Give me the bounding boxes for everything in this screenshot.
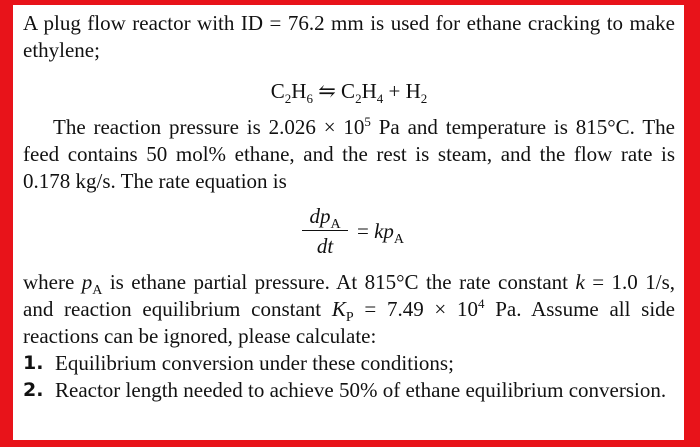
pressure-exponent: 5 xyxy=(364,114,371,129)
def-part1: where xyxy=(23,270,82,294)
pa-var: p xyxy=(81,270,93,294)
conditions-line-b: Pa and temperature is 815°C. The feed contains 50 mol% ethane, and the rest is steam, and the flow rate is 0.178 kg/s. The rate equation is xyxy=(23,115,675,193)
def-part4: = 7.49 × 10 xyxy=(353,297,479,321)
conditions-line-a: The reaction pressure is 2.026 × 10 xyxy=(53,115,365,139)
product1-c-sub: 2 xyxy=(355,91,362,107)
conditions-paragraph xyxy=(23,114,675,195)
pa-sub: A xyxy=(92,283,103,299)
task-number: 2. xyxy=(23,379,44,401)
fraction-bar xyxy=(302,230,348,231)
definitions-paragraph xyxy=(23,269,675,350)
intro-paragraph: A plug flow reactor with ID = 76.2 mm is used for ethane cracking to make ethylene; xyxy=(23,11,675,62)
reactant-h: H xyxy=(291,79,307,103)
rhs-var: kp xyxy=(374,219,394,243)
plus-sign: + xyxy=(388,79,401,103)
product2-h: H xyxy=(405,79,421,103)
equilibrium-arrow: ⇋ xyxy=(318,79,336,103)
task-text: Reactor length needed to achieve 50% of ethane equilibrium conversion. xyxy=(55,378,667,402)
rate-rhs xyxy=(357,217,405,248)
task-number: 1. xyxy=(23,352,44,374)
rhs-equals: = xyxy=(357,219,375,243)
problem-statement xyxy=(23,10,675,404)
task-item xyxy=(23,377,675,404)
fraction-denominator: dt xyxy=(316,234,334,258)
rate-equation xyxy=(23,201,675,263)
product2-h-sub: 2 xyxy=(420,91,428,107)
kp-sub: P xyxy=(345,310,354,326)
product1-c: C xyxy=(341,79,356,103)
reactant-c-sub: 2 xyxy=(284,91,292,107)
kp-var: K xyxy=(331,297,346,321)
reactant-h-sub: 6 xyxy=(306,91,313,107)
fraction-numerator xyxy=(302,203,348,233)
product1-h-sub: 4 xyxy=(376,91,384,107)
def-part2: is ethane partial pressure. At 815°C the rate constant xyxy=(102,270,576,294)
reaction-equation xyxy=(23,76,675,106)
numerator-sub: A xyxy=(330,217,341,233)
numerator-text: dp xyxy=(309,204,331,228)
task-text: Equilibrium conversion under these conditions; xyxy=(55,351,454,375)
k-var: k xyxy=(575,270,585,294)
def-part5: Pa. Assume all side reactions can be ignored, please calculate: xyxy=(23,297,676,348)
product1-h: H xyxy=(361,79,377,103)
reactant-c: C xyxy=(270,79,285,103)
def-part3: = 1.0 1/s, and reaction equilibrium constant xyxy=(23,270,675,321)
kp-exponent: 4 xyxy=(478,296,485,311)
task-item xyxy=(23,350,675,377)
task-list xyxy=(23,350,675,404)
rate-fraction xyxy=(302,203,348,260)
document-frame xyxy=(13,5,684,440)
rhs-sub: A xyxy=(393,232,405,248)
